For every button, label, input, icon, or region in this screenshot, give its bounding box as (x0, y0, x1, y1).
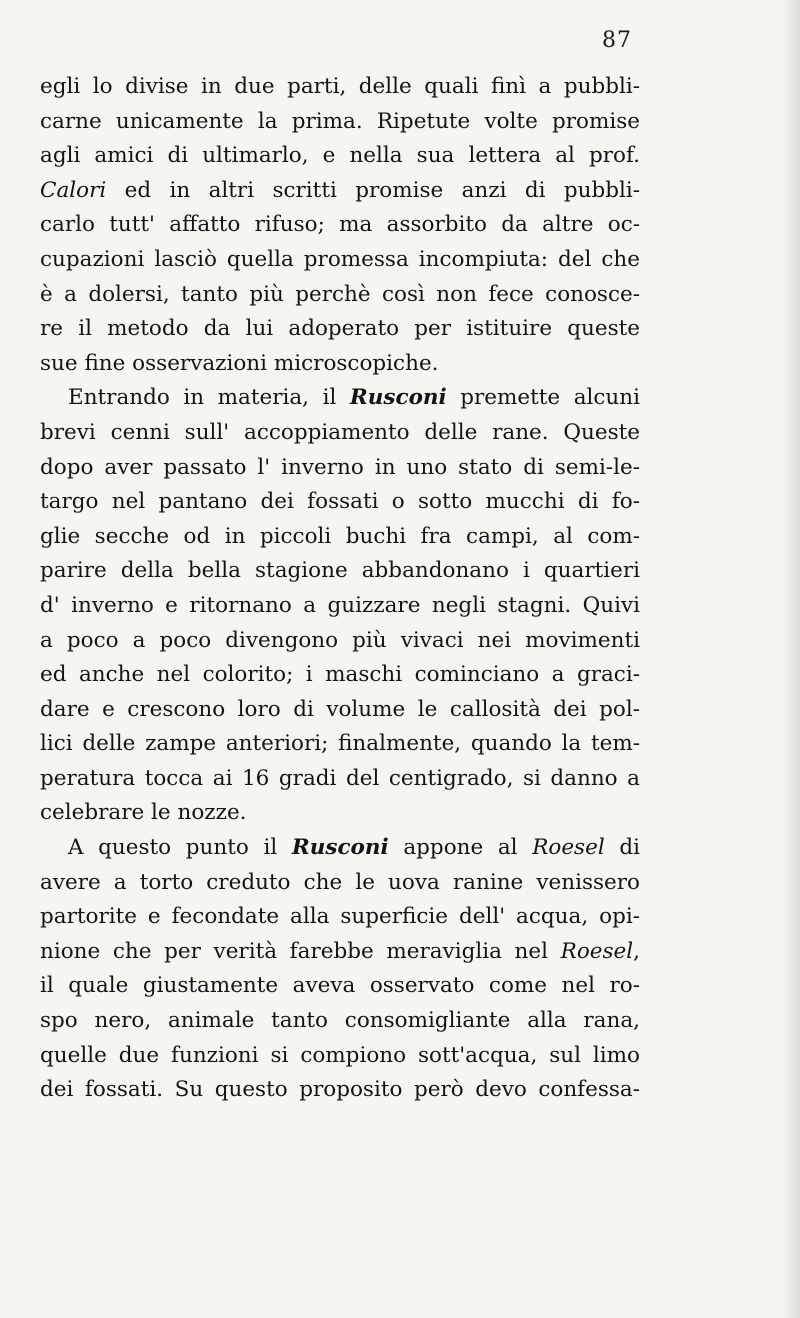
text-line (40, 174, 640, 209)
text-run: partorite e fecondate alla superficie dell' acqua, opi- (40, 904, 640, 930)
text-run: cupazioni lasciò quella promessa incompiuta: del che (40, 246, 640, 272)
text-run: spo nero, animale tanto consomigliante alla rana, (40, 1008, 640, 1034)
text-run: Entrando in materia, il (68, 385, 350, 411)
text-line (40, 347, 640, 382)
text-line (40, 866, 640, 901)
text-run: carne unicamente la prima. Ripetute volte promise (40, 108, 640, 134)
text-line (40, 208, 640, 243)
text-line (40, 900, 640, 935)
text-run: carlo tutt' affatto rifuso; ma assorbito da altre oc- (40, 212, 640, 238)
emphasized-name: Rusconi (349, 385, 447, 411)
text-run: celebrare le nozze. (40, 800, 247, 826)
text-run: a poco a poco divengono più vivaci nei movimenti (40, 627, 640, 653)
page-gutter-shadow (782, 0, 800, 1318)
text-run: quelle due funzioni si compiono sott'acqua, sul limo (40, 1042, 640, 1068)
text-line (40, 969, 640, 1004)
text-line (40, 727, 640, 762)
text-run: A questo punto il (68, 835, 292, 861)
text-run: nione che per verità farebbe meraviglia nel (40, 938, 561, 964)
text-line (40, 1073, 640, 1108)
text-line (40, 243, 640, 278)
text-line (40, 589, 640, 624)
text-line (40, 105, 640, 140)
text-line (40, 693, 640, 728)
text-line (40, 139, 640, 174)
text-line (40, 312, 640, 347)
text-line (40, 796, 640, 831)
text-line (40, 658, 640, 693)
text-run: targo nel pantano dei fossati o sotto mucchi di fo- (40, 489, 640, 515)
text-line (40, 381, 640, 416)
text-run: parire della bella stagione abbandonano i quartieri (40, 558, 640, 584)
text-run: ed in altri scritti promise anzi di pubbli- (106, 177, 640, 203)
text-run: appone al (388, 835, 533, 861)
text-run: ed anche nel colorito; i maschi cominciano a graci- (40, 662, 640, 688)
italic-name: Calori (40, 177, 107, 203)
text-line (40, 416, 640, 451)
text-run: glie secche od in piccoli buchi fra campi, al com- (40, 523, 640, 549)
text-run: agli amici di ultimarlo, e nella sua lettera al prof. (40, 143, 640, 169)
text-line (40, 831, 640, 866)
text-line (40, 278, 640, 313)
italic-name: Roesel (532, 835, 605, 861)
text-line (40, 70, 640, 105)
text-run: il quale giustamente aveva osservato come nel ro- (40, 973, 640, 999)
body-text (40, 70, 640, 1108)
text-run: , (633, 938, 640, 964)
text-run: dare e crescono loro di volume le callosità dei pol- (40, 696, 640, 722)
text-run: egli lo divise in due parti, delle quali finì a pubbli- (40, 74, 640, 99)
text-run: è a dolersi, tanto più perchè così non fece conosce- (40, 281, 640, 307)
text-run: re il metodo da lui adoperato per istituire queste (40, 316, 640, 342)
emphasized-name: Rusconi (291, 835, 389, 861)
text-run: dei fossati. Su questo proposito però devo confessa- (40, 1077, 640, 1103)
text-run: avere a torto creduto che le uova ranine venissero (40, 869, 640, 895)
text-line (40, 451, 640, 486)
text-run: di (604, 835, 640, 861)
text-line (40, 554, 640, 589)
text-run: sue fine osservazioni microscopiche. (40, 350, 439, 376)
text-run: brevi cenni sull' accoppiamento delle rane. Queste (40, 419, 640, 445)
text-line (40, 1039, 640, 1074)
page-number: 87 (602, 28, 632, 53)
italic-name: Roesel (560, 938, 634, 964)
text-line (40, 485, 640, 520)
text-line (40, 1004, 640, 1039)
text-run: premette alcuni (446, 385, 640, 411)
text-line (40, 520, 640, 555)
text-run: d' inverno e ritornano a guizzare negli stagni. Quivi (40, 592, 640, 618)
text-line (40, 624, 640, 659)
text-run: peratura tocca ai 16 gradi del centigrado, si danno a (40, 765, 640, 791)
text-run: lici delle zampe anteriori; finalmente, quando la tem- (40, 731, 640, 757)
text-line (40, 935, 640, 970)
text-run: dopo aver passato l' inverno in uno stato di semi-le- (40, 454, 640, 480)
text-line (40, 762, 640, 797)
